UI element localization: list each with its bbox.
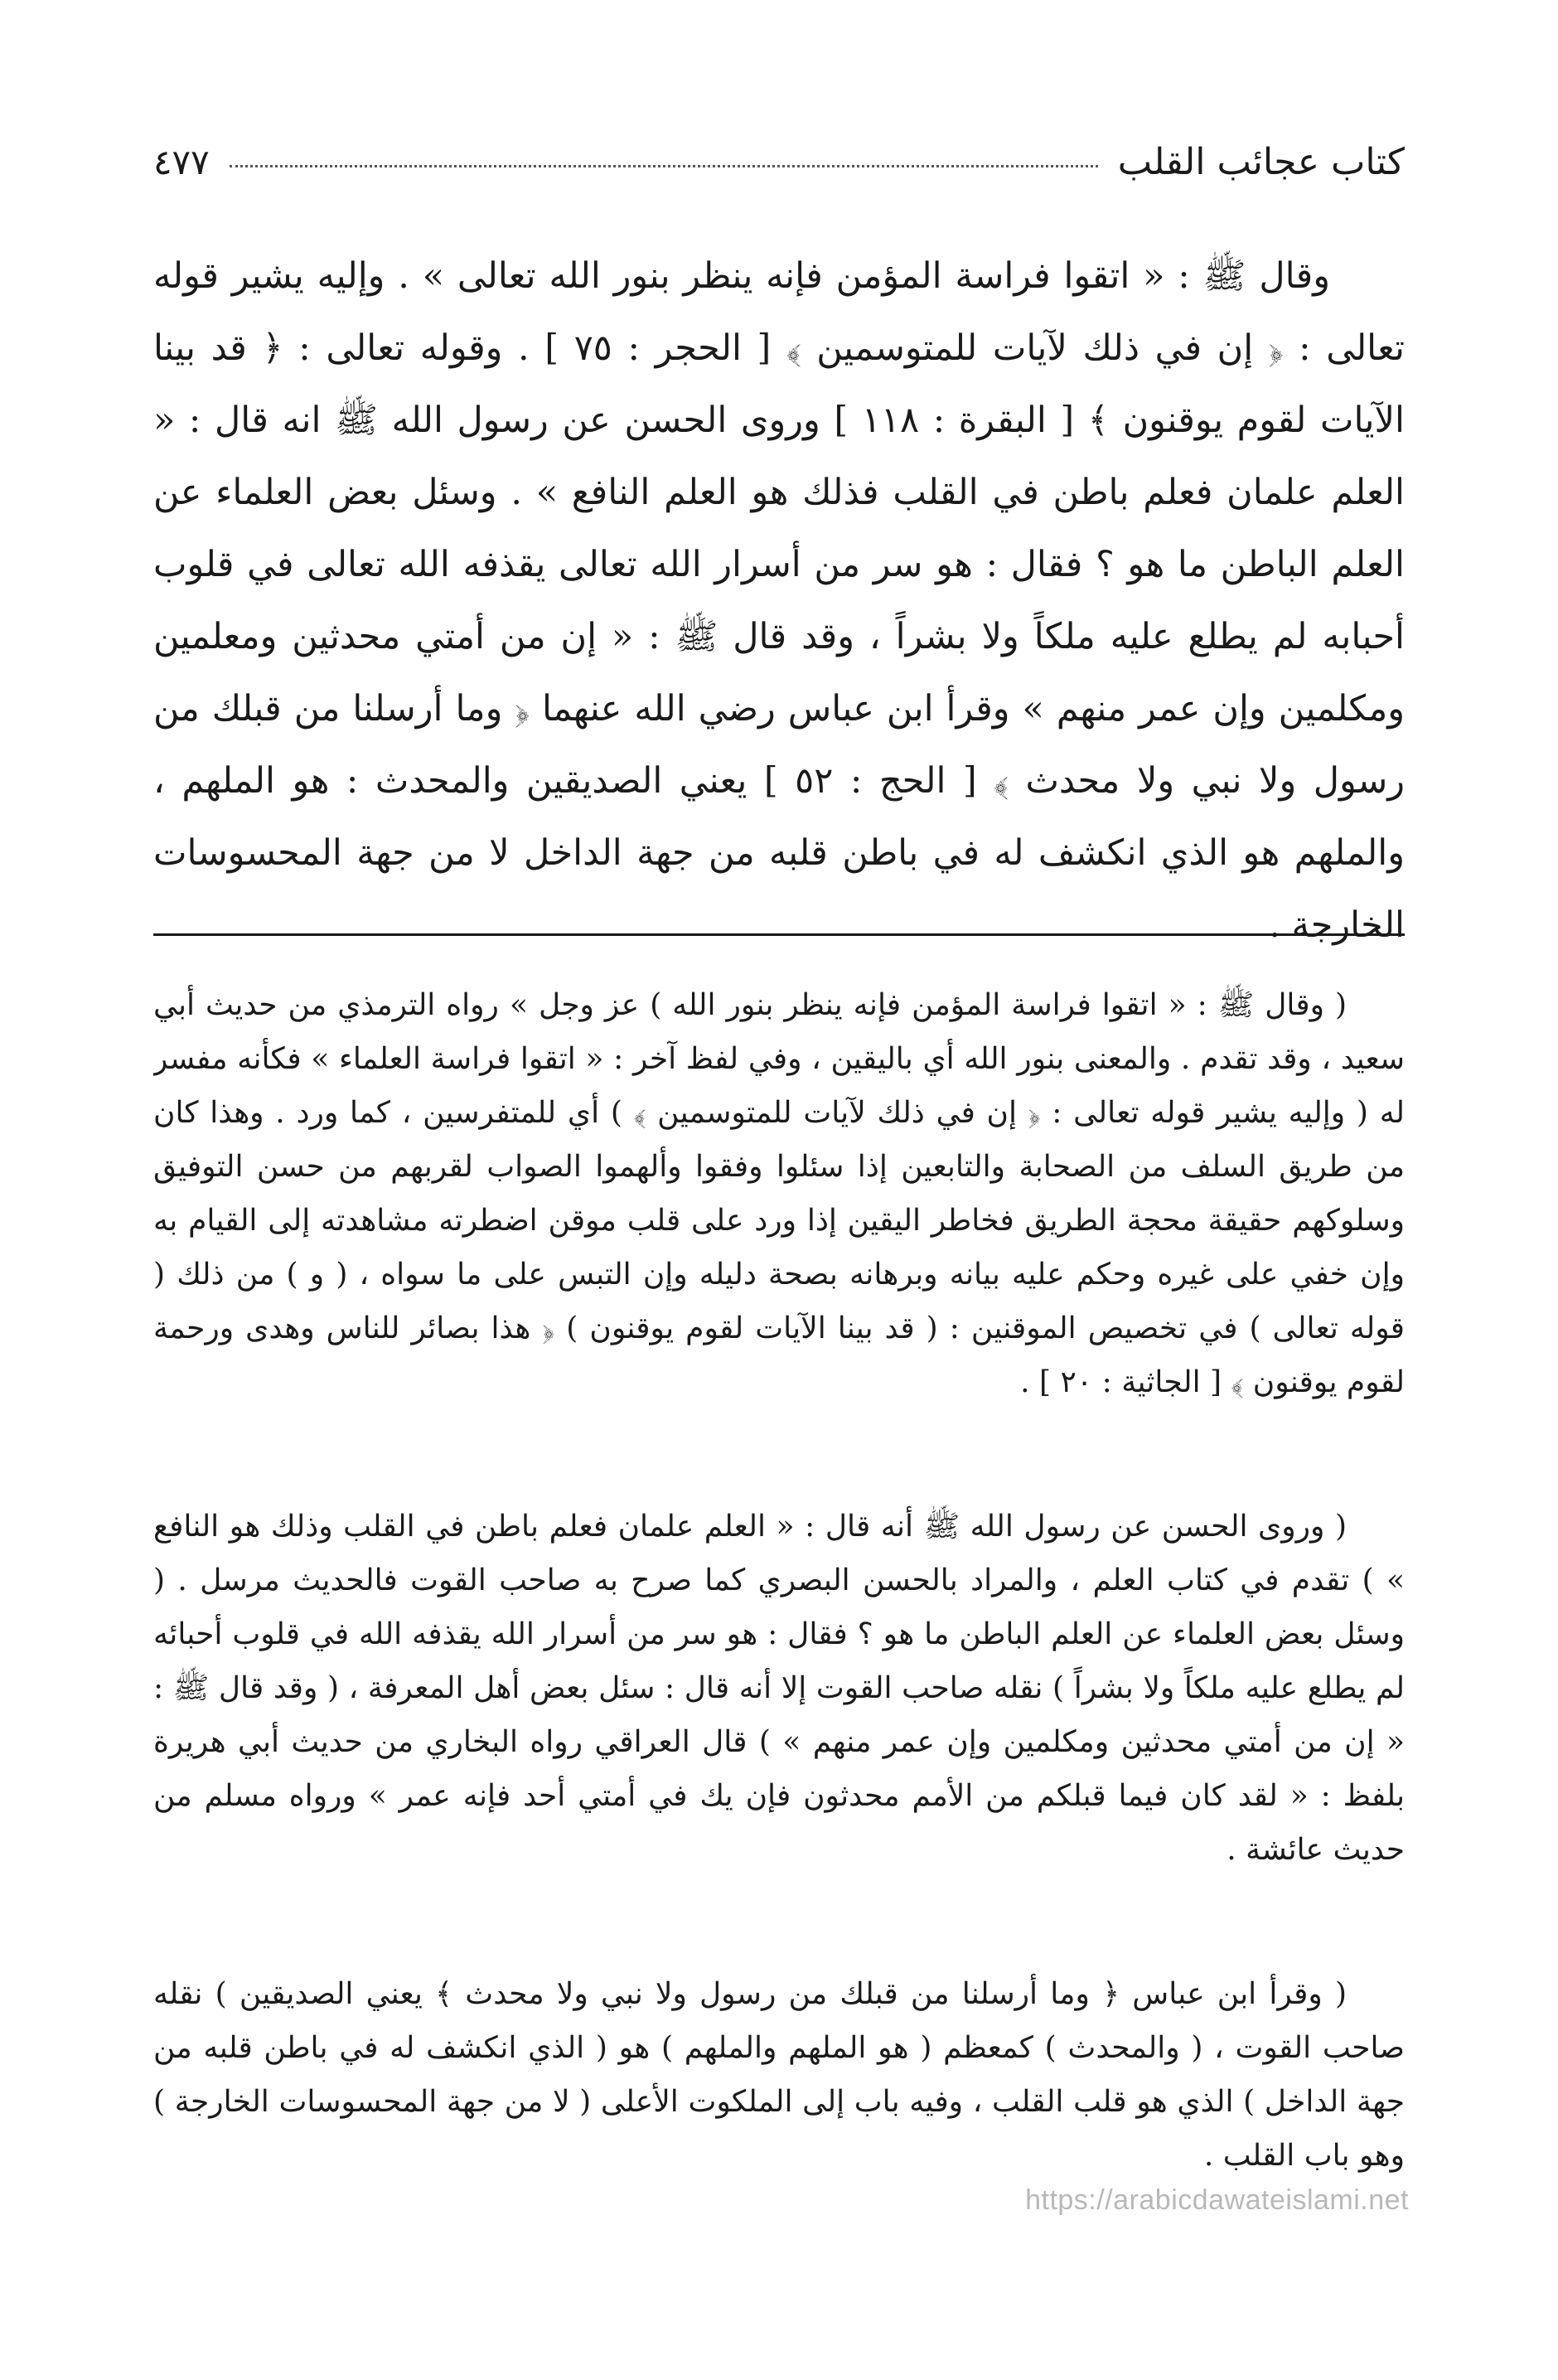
commentary-paragraph-2: ( وروى الحسن عن رسول الله ﷺ أنه قال : « العلم علمان فعلم باطن في القلب وذلك هو النافع » ) تقدم في كتاب العلم ، والمراد بالحسن البصري كما صرح به صاحب القوت فالحديث مرسل . ( وسئل بعض العلماء عن العلم الباطن ما هو ؟ فقال : هو سر من أسرار الله يقذفه الله في قلوب أحبائه لم يطلع عليه ملكاً ولا بشراً ) نقله صاحب القوت إلا أنه قال : سئل بعض أهل المعرفة ، ( وقد قال ﷺ : « إن من أمتي محدثين ومكلمين وإن عمر منهم » ) قال العراقي رواه البخاري من حديث أبي هريرة بلفظ : « لقد كان فيما قبلكم من الأمم محدثون فإن يك في أمتي أحد فإنه عمر » ورواه مسلم من حديث عائشة .	[153, 1510, 1405, 1867]
commentary-paragraph-1: ( وقال ﷺ : « اتقوا فراسة المؤمن فإنه ينظر بنور الله ) عز وجل » رواه الترمذي من حديث أبي سعيد ، وقد تقدم . والمعنى بنور الله أي باليقين ، وفي لفظ آخر : « اتقوا فراسة العلماء » فكأنه مفسر له ( وإليه يشير قوله تعالى : ﴿ إن في ذلك لآيات للمتوسمين ﴾ ) أي للمتفرسين ، كما ورد . وهذا كان من طريق السلف من الصحابة والتابعين إذا سئلوا وفقوا وألهموا الصواب لقربهم من حسن التوفيق وسلوكهم حقيقة محجة الطريق فخاطر اليقين إذا ورد على قلب موقن اضطرته مشاهدته إلى القيام به وإن خفي على غيره وحكم عليه بيانه وبرهانه بصحة دليله وإن التبس على ما سواه ، ( و ) من ذلك ( قوله تعالى ) في تخصيص الموقنين : ( قد بينا الآيات لقوم يوقنون ) ﴿ هذا بصائر للناس وهدى ورحمة لقوم يوقنون ﴾ [ الجاثية : ٢٠ ] .	[153, 988, 1405, 1399]
source-watermark: https://arabicdawateislami.net	[1025, 2184, 1409, 2216]
dotted-leader	[230, 165, 1098, 167]
page-number: ٤٧٧	[153, 141, 210, 182]
commentary-paragraph-3: ( وقرأ ابن عباس ﴿ وما أرسلنا من قبلك من رسول ولا نبي ولا محدث ﴾ يعني الصديقين ) نقله صاحب القوت ، ( والمحدث ) كمعظم ( هو الملهم والملهم ) هو ( الذي انكشف له في باطن قلبه من جهة الداخل ) الذي هو قلب القلب ، وفيه باب إلى الملكوت الأعلى ( لا من جهة المحسوسات الخارجة ) وهو باب القلب .	[153, 1977, 1405, 2173]
footnote-divider	[153, 933, 1405, 936]
chapter-title: كتاب عجائب القلب	[1117, 140, 1405, 183]
running-header	[153, 133, 1405, 191]
main-paragraph: وقال ﷺ : « اتقوا فراسة المؤمن فإنه ينظر بنور الله تعالى » . وإليه يشير قوله تعالى : ﴿ إن في ذلك لآيات للمتوسمين ﴾ [ الحجر : ٧٥ ] . وقوله تعالى : ﴿ قد بينا الآيات لقوم يوقنون ﴾ [ البقرة : ١١٨ ] وروى الحسن عن رسول الله ﷺ انه قال : « العلم علمان فعلم باطن في القلب فذلك هو العلم النافع » . وسئل بعض العلماء عن العلم الباطن ما هو ؟ فقال : هو سر من أسرار الله تعالى يقذفه الله تعالى في قلوب أحبابه لم يطلع عليه ملكاً ولا بشراً ، وقد قال ﷺ : « إن من أمتي محدثين ومعلمين ومكلمين وإن عمر منهم » وقرأ ابن عباس رضي الله عنهما ﴿ وما أرسلنا من قبلك من رسول ولا نبي ولا محدث ﴾ [ الحج : ٥٢ ] يعني الصديقين والمحدث : هو الملهم ، والملهم هو الذي انكشف له في باطن قلبه من جهة الداخل لا من جهة المحسوسات الخارجة .	[153, 255, 1405, 946]
main-text-block	[153, 240, 1405, 962]
commentary-block	[153, 978, 1405, 2183]
